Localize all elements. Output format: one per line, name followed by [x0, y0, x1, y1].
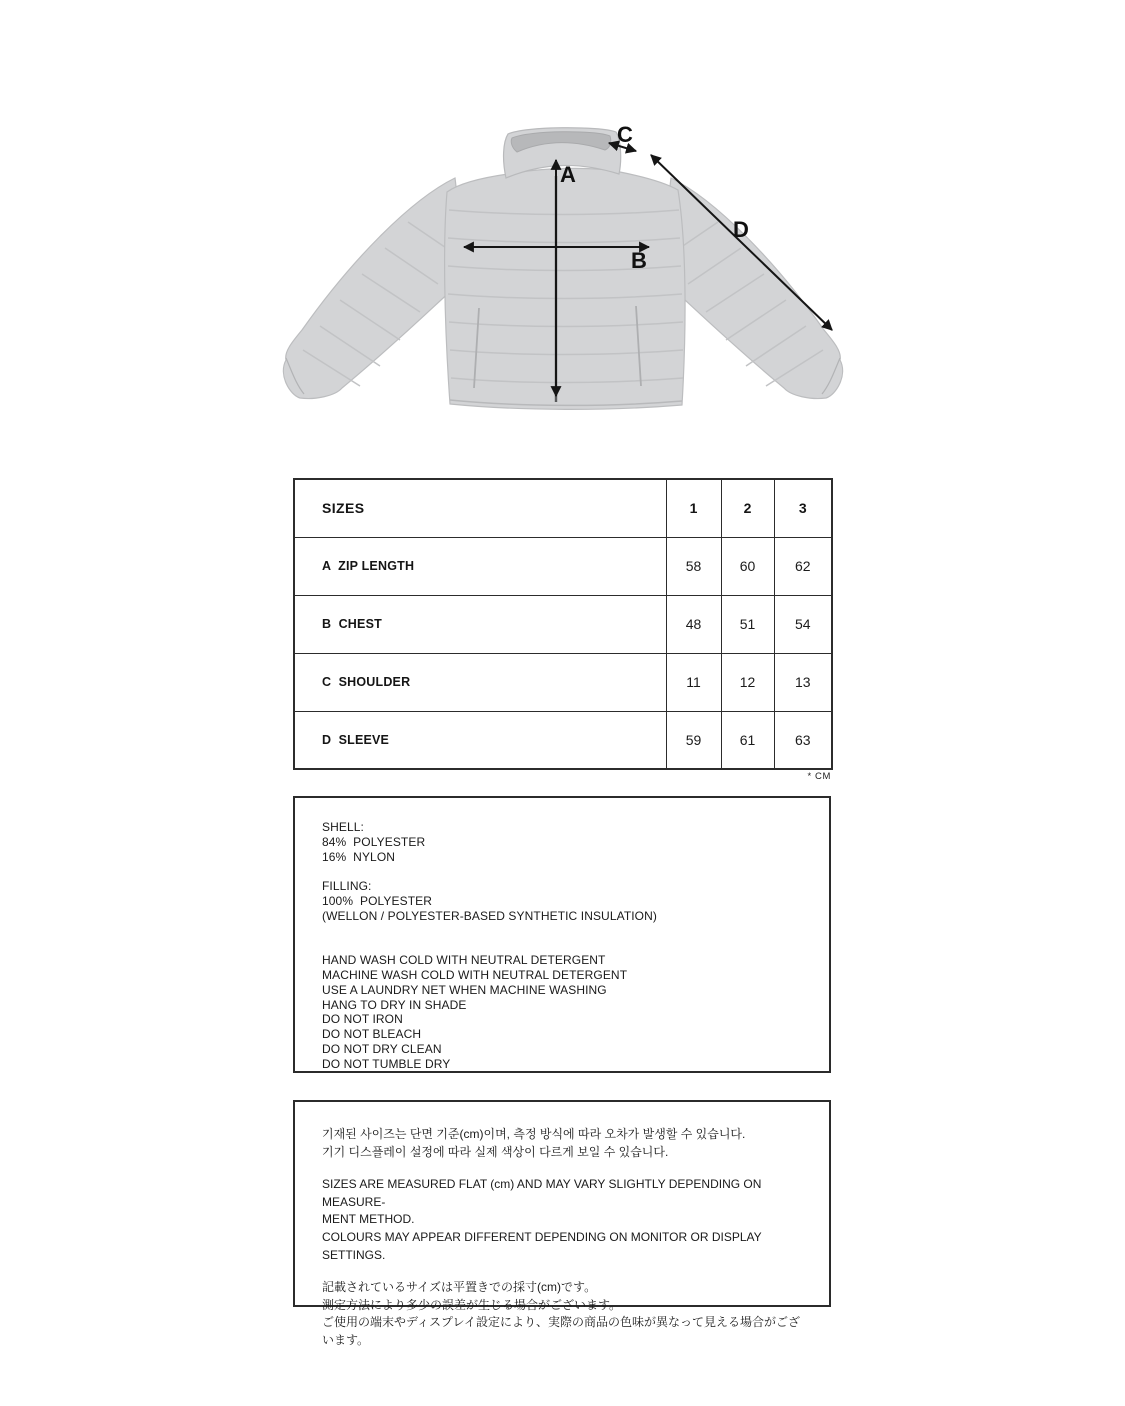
note-japanese: ご使用の端末やディスプレイ設定により、実際の商品の色味が異なって見える場合がございます。 — [322, 1315, 800, 1347]
table-row-chest — [294, 595, 832, 653]
care-instruction: USE A LAUNDRY NET WHEN MACHINE WASHING — [322, 982, 607, 997]
measurement-label-d: D — [733, 217, 749, 242]
unit-note: * CM — [807, 771, 831, 782]
measurement-row-label: C SHOULDER — [294, 653, 666, 711]
shell-composition: 16% NYLON — [322, 849, 396, 864]
measurement-label-b: B — [631, 248, 647, 273]
shell-title: SHELL: — [322, 820, 364, 834]
measurement-label-a: A — [560, 162, 576, 187]
measurement-value: 12 — [721, 653, 774, 711]
care-instruction: DO NOT BLEACH — [322, 1027, 422, 1042]
care-instruction: HANG TO DRY IN SHADE — [322, 997, 467, 1012]
measurement-row-label: A ZIP LENGTH — [294, 537, 666, 595]
care-instruction: HAND WASH COLD WITH NEUTRAL DETERGENT — [322, 953, 606, 968]
measurement-label-c: C — [617, 122, 633, 147]
shell-composition: 84% POLYESTER — [322, 834, 426, 849]
measurement-row-label: D SLEEVE — [294, 711, 666, 769]
measurement-value: 58 — [666, 537, 721, 595]
filling-composition: 100% POLYESTER — [322, 893, 432, 908]
measurement-value: 13 — [774, 653, 832, 711]
materials-care-box — [293, 796, 831, 1073]
jacket-right-sleeve — [663, 178, 843, 399]
note-korean: 기기 디스플레이 설정에 따라 실제 색상이 다르게 보일 수 있습니다. — [322, 1144, 669, 1159]
measurement-row-label: B CHEST — [294, 595, 666, 653]
table-row-zip-length — [294, 537, 832, 595]
note-japanese: 測定方法により多少の誤差が生じる場合がございます。 — [322, 1297, 622, 1312]
table-row-sleeve — [294, 711, 832, 769]
measurement-value: 54 — [774, 595, 832, 653]
product-diagram — [260, 105, 880, 450]
jacket-illustration — [260, 105, 880, 450]
measurement-value: 60 — [721, 537, 774, 595]
measurement-value: 63 — [774, 711, 832, 769]
size-table-title: SIZES — [294, 479, 666, 537]
jacket-body — [445, 168, 685, 409]
filling-composition: (WELLON / POLYESTER-BASED SYNTHETIC INSULATION) — [322, 908, 657, 923]
note-korean: 기재된 사이즈는 단면 기준(cm)이며, 측정 방식에 따라 오차가 발생할 수 있습니다. — [322, 1127, 746, 1141]
note-english: MENT METHOD. — [322, 1212, 415, 1227]
note-english: SIZES ARE MEASURED FLAT (cm) AND MAY VARY SLIGHTLY DEPENDING ON MEASURE- — [322, 1177, 765, 1209]
care-instruction: DO NOT IRON — [322, 1012, 403, 1027]
size-column-3: 3 — [774, 479, 832, 537]
notes-box — [293, 1100, 831, 1347]
note-english: COLOURS MAY APPEAR DIFFERENT DEPENDING ON MONITOR OR DISPLAY SETTINGS. — [322, 1229, 765, 1262]
care-instruction: DO NOT DRY CLEAN — [322, 1041, 442, 1056]
measurement-value: 48 — [666, 595, 721, 653]
jacket-left-sleeve — [283, 178, 463, 399]
measurement-value: 11 — [666, 653, 721, 711]
size-column-1: 1 — [666, 479, 721, 537]
size-table-header-row — [294, 479, 832, 537]
measurement-value: 59 — [666, 711, 721, 769]
care-instruction: DO NOT TUMBLE DRY — [322, 1056, 451, 1071]
size-table — [293, 478, 833, 770]
note-japanese: 記載されているサイズは平置きでの採寸(cm)です。 — [322, 1280, 597, 1295]
measurement-value: 61 — [721, 711, 774, 769]
size-column-2: 2 — [721, 479, 774, 537]
table-row-shoulder — [294, 653, 832, 711]
measurement-value: 51 — [721, 595, 774, 653]
filling-title: FILLING: — [322, 879, 372, 894]
measurement-value: 62 — [774, 537, 832, 595]
care-instruction: MACHINE WASH COLD WITH NEUTRAL DETERGENT — [322, 967, 628, 982]
